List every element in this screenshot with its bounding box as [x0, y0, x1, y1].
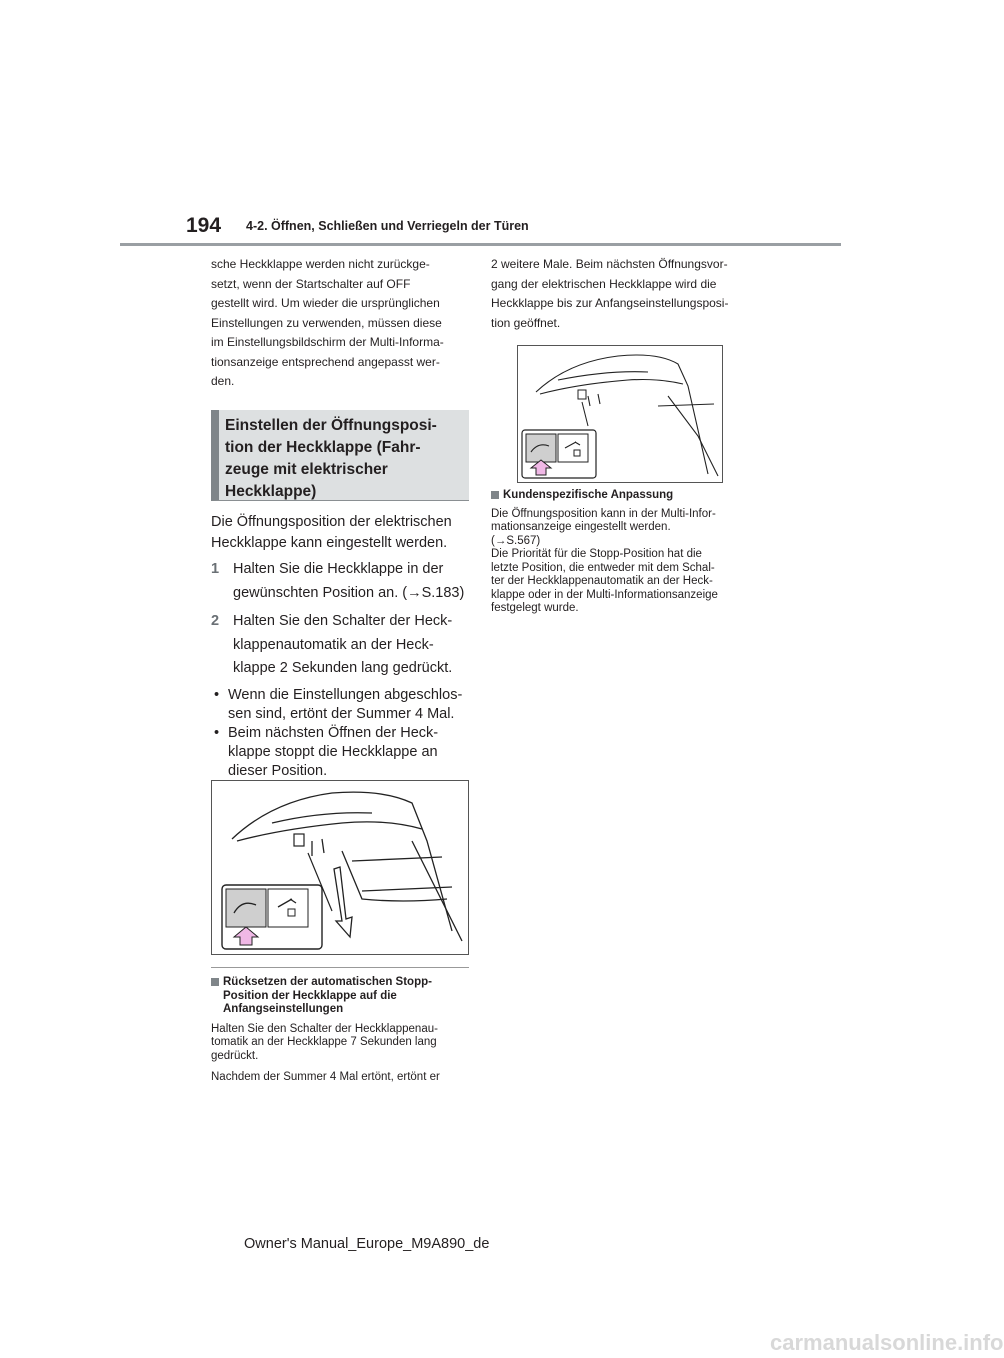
buzzer-line: Nachdem der Summer 4 Mal ertönt, ertönt er — [211, 1071, 440, 1083]
square-bullet-icon — [491, 491, 499, 499]
instructions — [211, 512, 473, 781]
custom-heading-text: Kundenspezifische Anpassung — [503, 489, 674, 501]
reset-line: tomatik an der Heckklappe 7 Sekunden lang — [211, 1036, 437, 1048]
cont-line: tion geöffnet. — [491, 315, 561, 330]
bullet-line: klappe stoppt die Heckklappe an — [228, 743, 438, 760]
custom-line: mationsanzeige eingestellt werden. — [491, 521, 671, 533]
step-2 — [211, 610, 473, 681]
section-heading — [219, 410, 469, 503]
bullet-dot: • — [214, 724, 220, 741]
bullet-line: sen sind, ertönt der Summer 4 Mal. — [228, 705, 455, 722]
step-line: klappenautomatik an der Heck- — [233, 636, 434, 653]
manual-id: Owner's Manual_Europe_M9A890_de — [244, 1236, 490, 1252]
intro-line: Einstellungen zu verwenden, müssen diese — [211, 315, 442, 330]
custom-line: letzte Position, die entweder mit dem Schal- — [491, 561, 715, 574]
bullet-item — [211, 724, 473, 781]
reset-heading-line: Position der Heckklappe auf die — [223, 989, 397, 1002]
reset-text — [211, 1023, 473, 1064]
tailgate-drawing-small — [518, 346, 722, 482]
bullet-item — [211, 686, 473, 724]
square-bullet-icon — [211, 978, 219, 986]
tailgate-illustration — [211, 780, 469, 955]
heading-line: zeuge mit elektrischer — [225, 461, 388, 478]
step-line: gewünschten Position an. (→S.183) — [233, 584, 465, 601]
custom-section — [491, 489, 753, 616]
heading-line: Einstellen der Öffnungsposi- — [225, 417, 437, 434]
cont-line: 2 weitere Male. Beim nächsten Öffnungsvor- — [491, 257, 728, 271]
heading-line: Heckklappe) — [225, 483, 317, 500]
left-column — [211, 255, 469, 392]
right-column — [491, 255, 753, 333]
cont-line: Heckklappe bis zur Anfangseinstellungsposi- — [491, 296, 729, 310]
custom-line: festgelegt wurde. — [491, 602, 579, 614]
reset-line: Halten Sie den Schalter der Heckklappenau- — [211, 1022, 438, 1035]
reset-line: gedrückt. — [211, 1049, 259, 1062]
reset-rule — [211, 967, 469, 968]
intro-line: sche Heckklappe werden nicht zurückge- — [211, 257, 430, 271]
custom-line: ter der Heckklappenautomatik an der Heck- — [491, 575, 713, 587]
intro-line: gestellt wird. Um wieder die ursprünglichen — [211, 296, 440, 310]
custom-text — [491, 508, 753, 616]
tailgate-illustration-small — [517, 345, 723, 483]
bullet-dot: • — [214, 686, 220, 703]
section-title: 4-2. Öffnen, Schließen und Verriegeln der Türen — [246, 219, 529, 233]
reset-heading — [211, 976, 473, 1017]
bullet-line: Beim nächsten Öffnen der Heck- — [228, 724, 439, 741]
reset-section — [211, 976, 473, 1085]
step-line: klappe 2 Sekunden lang gedrückt. — [233, 660, 453, 676]
watermark: carmanualsonline.info — [770, 1330, 1004, 1355]
intro-line: im Einstellungsbildschirm der Multi-Informa- — [211, 335, 444, 349]
custom-heading — [491, 489, 753, 503]
section-heading-box — [211, 410, 469, 501]
lead-line: Heckklappe kann eingestellt werden. — [211, 535, 448, 551]
heading-line: tion der Heckklappe (Fahr- — [225, 439, 421, 456]
custom-line: Die Öffnungsposition kann in der Multi-Infor- — [491, 507, 716, 520]
custom-line: klappe oder in der Multi-Informationsanzeige — [491, 588, 718, 601]
step-number: 2 — [211, 613, 220, 629]
reset-heading-line: Anfangseinstellungen — [223, 1003, 344, 1015]
step-line: Halten Sie die Heckklappe in der — [233, 561, 444, 577]
reset-heading-line: Rücksetzen der automatischen Stopp- — [223, 976, 432, 988]
step-line: Halten Sie den Schalter der Heck- — [233, 613, 453, 629]
intro-line: setzt, wenn der Startschalter auf OFF — [211, 276, 411, 291]
tailgate-drawing — [212, 781, 468, 954]
lead-line: Die Öffnungsposition der elektrischen — [211, 514, 452, 530]
header-divider — [120, 243, 841, 246]
custom-line: Die Priorität für die Stopp-Position hat die — [491, 548, 702, 560]
custom-line: (→S.567) — [491, 534, 541, 547]
step-number: 1 — [211, 561, 220, 577]
intro-line: den. — [211, 374, 235, 388]
step-1 — [211, 558, 473, 605]
bullet-line: dieser Position. — [228, 762, 328, 779]
bullet-line: Wenn die Einstellungen abgeschlos- — [228, 686, 463, 703]
intro-line: tionsanzeige entsprechend angepasst wer- — [211, 354, 440, 369]
page-number: 194 — [186, 214, 222, 237]
cont-line: gang der elektrischen Heckklappe wird die — [491, 276, 717, 291]
